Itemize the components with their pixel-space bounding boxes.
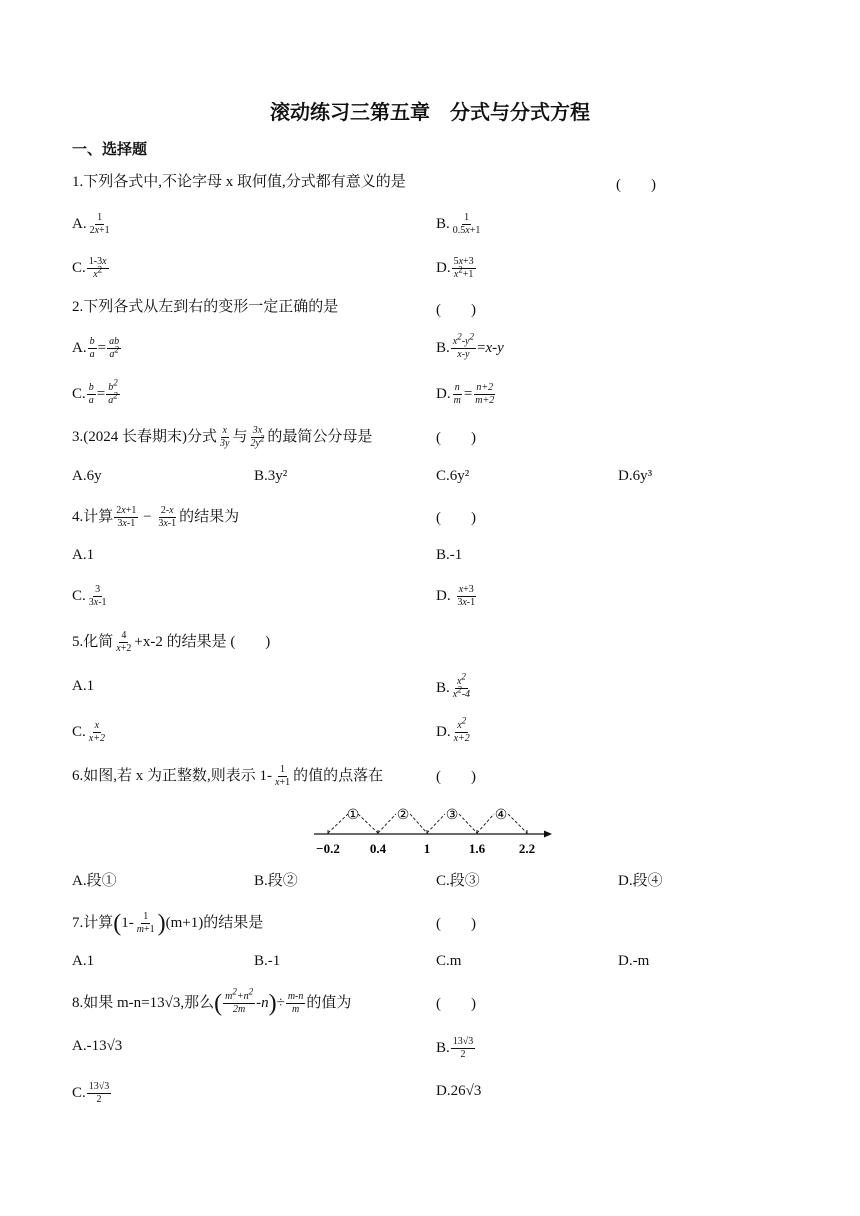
q4-option-c[interactable]: C. $\frac{3}{3x-1}$	[72, 584, 107, 608]
question-1-stem: 1.下列各式中,不论字母 x 取何值,分式都有意义的是	[72, 174, 406, 190]
segment-label: ④	[494, 807, 508, 823]
q2-option-b[interactable]: B. $\frac{x^2-y^2}{x-y}$ =x-y	[436, 331, 504, 360]
q1-option-b[interactable]: B. $\frac{1}{0.5x+1}$	[436, 212, 481, 236]
q6-option-c[interactable]: C.段③	[436, 873, 480, 889]
question-6-stem: 6.如图,若 x 为正整数,则表示 1- $\frac{1}{x+1}$ 的值的点落在	[72, 764, 384, 788]
tick-label: 2.2	[518, 841, 536, 856]
q4-option-a[interactable]: A.1	[72, 547, 95, 563]
tick-label: −0.2	[316, 841, 340, 856]
q4-option-b[interactable]: B.-1	[436, 547, 463, 563]
q3-option-d[interactable]: D.6y³	[618, 468, 653, 484]
section-heading: 一、选择题	[72, 140, 148, 158]
answer-blank: ( )	[436, 769, 476, 785]
q7-option-b[interactable]: B.-1	[254, 953, 281, 969]
question-4-stem: 4.计算 $\frac{2x+1}{3x-1}$ − $\frac{2-x}{3x-1}$ 的结果为	[72, 505, 240, 529]
q5-option-c[interactable]: C. $\frac{x}{x+2}$	[72, 720, 105, 744]
q8-option-d[interactable]: D.26√3	[436, 1083, 482, 1099]
q5-option-d[interactable]: D. $\frac{x^2}{x+2}$	[436, 715, 470, 744]
q6-option-b[interactable]: B.段②	[254, 873, 298, 889]
number-line-figure	[308, 802, 558, 858]
answer-blank: ( )	[436, 302, 476, 318]
q7-option-c[interactable]: C.m	[436, 953, 462, 969]
q5-option-b[interactable]: B. $\frac{x^2}{x^2-4}$	[436, 671, 471, 700]
q6-option-a[interactable]: A.段①	[72, 873, 117, 889]
q2-option-c[interactable]: C. $\frac{b}{a}$ = $\frac{b^2}{a^2}$	[72, 377, 118, 406]
answer-blank: ( )	[436, 996, 476, 1012]
tick-label: 1.6	[468, 841, 486, 856]
q4-option-d[interactable]: D. $\frac{x+3}{3x-1}$	[436, 584, 476, 608]
page-title: 滚动练习三第五章 分式与分式方程	[270, 100, 590, 124]
question-8-stem: 8.如果 m-n=13√3,那么( $\frac{m^2+n^2}{2m}$ -n)÷ $\frac{m-n}{m}$ 的值为	[72, 986, 352, 1017]
q3-option-b[interactable]: B.3y²	[254, 468, 288, 484]
answer-blank: ( )	[436, 510, 476, 526]
answer-blank: ( )	[616, 177, 656, 193]
question-5-stem: 5.化简 $\frac{4}{x+2}$ +x-2 的结果是 ( )	[72, 630, 271, 654]
question-2-stem: 2.下列各式从左到右的变形一定正确的是	[72, 299, 339, 315]
q6-option-d[interactable]: D.段④	[618, 873, 663, 889]
q1-option-a[interactable]: A. $\frac{1}{2x+1}$	[72, 212, 110, 236]
q1-option-c[interactable]: C. $\frac{1-3x}{x^2}$	[72, 256, 107, 280]
q2-option-d[interactable]: D. $\frac{n}{m}$ = $\frac{n+2}{m+2}$	[436, 382, 495, 406]
tick-label: 1	[423, 841, 431, 856]
question-3-stem: 3.(2024 长春期末)分式 $\frac{x}{3y}$ 与 $\frac{3x}{2y^2}$ 的最简公分母是	[72, 425, 373, 449]
q8-option-a[interactable]: A.-13√3	[72, 1038, 123, 1054]
question-7-stem: 7.计算(1- $\frac{1}{m+1}$ )(m+1)的结果是	[72, 910, 264, 937]
q8-option-b[interactable]: B. $\frac{13√3}{2}$	[436, 1036, 474, 1060]
q5-option-a[interactable]: A.1	[72, 678, 95, 694]
tick-label: 0.4	[369, 841, 387, 856]
number-line-arrow	[544, 831, 552, 838]
q8-option-c[interactable]: C. $\frac{13√3}{2}$	[72, 1081, 110, 1105]
answer-blank: ( )	[436, 430, 476, 446]
q3-option-c[interactable]: C.6y²	[436, 468, 470, 484]
q7-option-d[interactable]: D.-m	[618, 953, 650, 969]
q2-option-a[interactable]: A. $\frac{b}{a}$ = $\frac{ab}{a^2}$	[72, 336, 120, 360]
segment-label: ①	[346, 807, 360, 823]
q1-option-d[interactable]: D. $\frac{5x+3}{x^2+1}$	[436, 256, 474, 280]
q7-option-a[interactable]: A.1	[72, 953, 95, 969]
segment-label: ③	[445, 807, 459, 823]
q3-option-a[interactable]: A.6y	[72, 468, 102, 484]
segment-label: ②	[396, 807, 410, 823]
answer-blank: ( )	[436, 916, 476, 932]
